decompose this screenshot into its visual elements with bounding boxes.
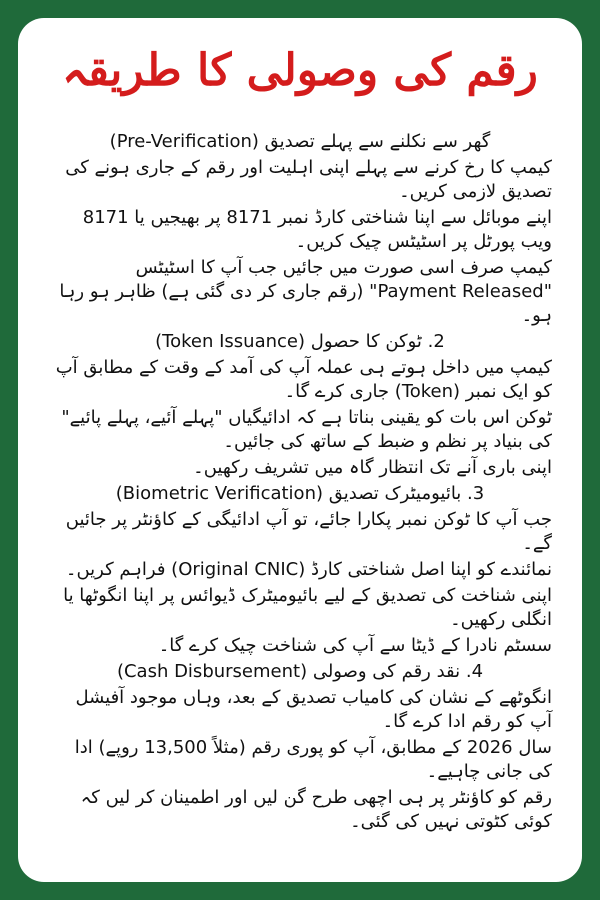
instructions-body <box>48 130 552 834</box>
instruction-line: سسٹم نادرا کے ڈیٹا سے آپ کی شناخت چیک کرے گا۔ <box>158 635 552 656</box>
instruction-line: اپنی شناخت کی تصدیق کے لیے بائیومیٹرک ڈیوائس پر اپنا انگوٹھا یا انگلی رکھیں۔ <box>63 585 552 630</box>
section-heading-token-issuance: 2. ٹوکن کا حصول (Token Issuance) <box>155 331 445 352</box>
instruction-line: رقم کو کاؤنٹر پر ہی اچھی طرح گن لیں اور اطمینان کر لیں کہ کوئی کٹوتی نہیں کی گئی۔ <box>80 787 552 832</box>
content-card <box>18 18 582 882</box>
section-heading-cash-disbursement: 4. نقد رقم کی وصولی (Cash Disbursement) <box>116 661 484 682</box>
instruction-line: کیمپ کا رخ کرنے سے پہلے اپنی اہلیت اور رقم کے جاری ہونے کی تصدیق لازمی کریں۔ <box>65 157 552 202</box>
instruction-line: اپنے موبائل سے اپنا شناختی کارڈ نمبر 8171 پر بھیجیں یا 8171 ویب پورٹل پر اسٹیٹس چیک کریں۔ <box>82 207 552 252</box>
instruction-line: نمائندے کو اپنا اصل شناختی کارڈ (Original CNIC) فراہم کریں۔ <box>65 559 552 580</box>
instruction-line: سال 2026 کے مطابق، آپ کو پوری رقم (مثلاً 13,500 روپے) ادا کی جانی چاہیے۔ <box>74 737 552 782</box>
instruction-line: انگوٹھے کے نشان کی کامیاب تصدیق کے بعد، وہاں موجود آفیشل آپ کو رقم ادا کرے گا۔ <box>75 687 552 732</box>
instruction-line: کیمپ صرف اسی صورت میں جائیں جب آپ کا اسٹیٹس "Payment Released" (رقم جاری کر دی گئی ہے) ظاہر ہو رہا ہو۔ <box>59 257 552 326</box>
instruction-line: کیمپ میں داخل ہوتے ہی عملہ آپ کی آمد کے وقت کے مطابق آپ کو ایک نمبر (Token) جاری کرے گا۔ <box>55 357 552 402</box>
instruction-line: جب آپ کا ٹوکن نمبر پکارا جائے، تو آپ ادائیگی کے کاؤنٹر پر جائیں گے۔ <box>65 509 552 554</box>
section-heading-biometric-verification: 3. بائیومیٹرک تصدیق (Biometric Verification) <box>115 483 485 504</box>
page-title: رقم کی وصولی کا طریقہ <box>62 45 538 96</box>
instruction-line: ٹوکن اس بات کو یقینی بناتا ہے کہ ادائیگیاں "پہلے آئیے، پہلے پائیے" کی بنیاد پر نظم و ضبط کے ساتھ کی جائیں۔ <box>61 407 552 452</box>
section-heading-pre-verification: گھر سے نکلنے سے پہلے تصدیق (Pre-Verification) <box>109 131 491 152</box>
instruction-line: اپنی باری آنے تک انتظار گاہ میں تشریف رکھیں۔ <box>193 457 552 478</box>
